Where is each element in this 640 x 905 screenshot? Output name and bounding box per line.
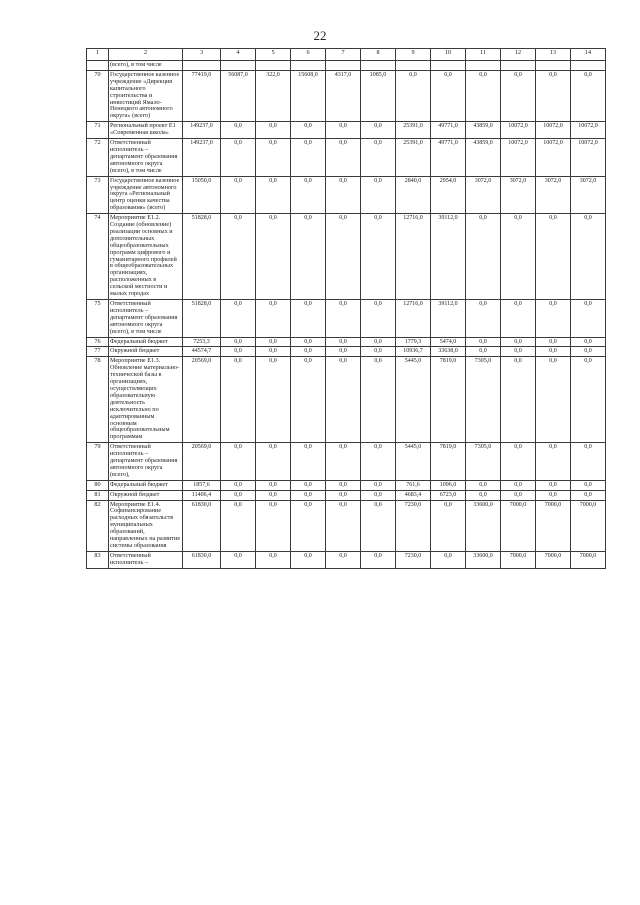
value-cell: 0,0	[501, 357, 536, 443]
value-cell: 0,0	[221, 480, 256, 490]
value-cell: 0,0	[221, 551, 256, 568]
value-cell: 149237,0	[183, 122, 221, 139]
value-cell: 0,0	[466, 300, 501, 338]
value-cell: 0,0	[221, 176, 256, 214]
column-header: 9	[396, 49, 431, 61]
table-row	[87, 337, 606, 347]
value-cell: 0,0	[536, 443, 571, 481]
value-cell: 0,0	[466, 214, 501, 300]
row-index-cell	[87, 61, 109, 71]
value-cell: 10072,0	[536, 139, 571, 177]
value-cell: 33638,0	[431, 347, 466, 357]
value-cell: 0,0	[291, 337, 326, 347]
value-cell: 761,6	[396, 480, 431, 490]
value-cell: 20569,0	[183, 443, 221, 481]
row-index-cell: 74	[87, 214, 109, 300]
column-header: 10	[431, 49, 466, 61]
row-index-cell: 72	[87, 139, 109, 177]
value-cell: 0,0	[256, 214, 291, 300]
value-cell: 0,0	[326, 176, 361, 214]
value-cell: 61830,0	[183, 551, 221, 568]
value-cell: 5474,0	[431, 337, 466, 347]
value-cell: 0,0	[361, 347, 396, 357]
row-name-cell: Федеральный бюджет	[109, 480, 183, 490]
value-cell: 1085,0	[361, 70, 396, 121]
value-cell: 7000,0	[536, 551, 571, 568]
value-cell: 0,0	[291, 214, 326, 300]
column-header: 6	[291, 49, 326, 61]
column-header: 13	[536, 49, 571, 61]
value-cell: 3072,0	[466, 176, 501, 214]
column-header: 11	[466, 49, 501, 61]
value-cell: 0,0	[501, 70, 536, 121]
value-cell: 7000,0	[536, 500, 571, 551]
value-cell: 0,0	[326, 122, 361, 139]
value-cell: 0,0	[571, 357, 606, 443]
value-cell: 5445,0	[396, 357, 431, 443]
row-name-cell: Федеральный бюджет	[109, 337, 183, 347]
value-cell: 0,0	[501, 480, 536, 490]
value-cell: 0,0	[571, 214, 606, 300]
value-cell: 0,0	[361, 122, 396, 139]
value-cell: 7819,0	[431, 443, 466, 481]
value-cell: 51828,0	[183, 300, 221, 338]
value-cell: 10072,0	[501, 122, 536, 139]
table-row	[87, 139, 606, 177]
value-cell: 0,0	[221, 500, 256, 551]
value-cell: 0,0	[536, 490, 571, 500]
value-cell: 15050,0	[183, 176, 221, 214]
value-cell: 6723,0	[431, 490, 466, 500]
column-header: 5	[256, 49, 291, 61]
value-cell: 0,0	[361, 490, 396, 500]
row-index-cell: 83	[87, 551, 109, 568]
value-cell: 3072,0	[571, 176, 606, 214]
value-cell: 0,0	[291, 347, 326, 357]
value-cell: 0,0	[361, 551, 396, 568]
value-cell: 0,0	[326, 337, 361, 347]
value-cell: 10072,0	[536, 122, 571, 139]
value-cell: 322,0	[256, 70, 291, 121]
value-cell: 0,0	[536, 214, 571, 300]
row-name-cell: Мероприятие Е1.4. Софинансирование расходных обязательств муниципальных образований, направленных на развитие системы образования	[109, 500, 183, 551]
value-cell: 25391,0	[396, 122, 431, 139]
table-row	[87, 500, 606, 551]
header-row	[87, 49, 606, 61]
row-name-cell: Государственное казенное учреждение автономного округа «Региональный центр оценки качества образования» (всего)	[109, 176, 183, 214]
value-cell: 0,0	[221, 214, 256, 300]
value-cell: 0,0	[536, 480, 571, 490]
value-cell: 0,0	[361, 214, 396, 300]
value-cell: 0,0	[501, 300, 536, 338]
value-cell: 0,0	[256, 337, 291, 347]
value-cell: 0,0	[291, 176, 326, 214]
value-cell: 3072,0	[536, 176, 571, 214]
value-cell: 0,0	[466, 347, 501, 357]
value-cell: 0,0	[361, 139, 396, 177]
value-cell: 0,0	[326, 357, 361, 443]
column-header: 12	[501, 49, 536, 61]
row-index-cell: 70	[87, 70, 109, 121]
value-cell: 0,0	[431, 70, 466, 121]
value-cell: 0,0	[501, 214, 536, 300]
row-index-cell: 77	[87, 347, 109, 357]
value-cell: 149237,0	[183, 139, 221, 177]
value-cell: 61830,0	[183, 500, 221, 551]
value-cell: 0,0	[466, 480, 501, 490]
value-cell: 0,0	[571, 480, 606, 490]
value-cell: 3072,0	[501, 176, 536, 214]
value-cell: 0,0	[291, 551, 326, 568]
value-cell: 0,0	[291, 480, 326, 490]
budget-table-container	[86, 48, 606, 569]
value-cell: 0,0	[326, 500, 361, 551]
value-cell: 10072,0	[571, 139, 606, 177]
value-cell: 0,0	[536, 300, 571, 338]
value-cell: 0,0	[571, 337, 606, 347]
value-cell: 2954,0	[431, 176, 466, 214]
table-row	[87, 122, 606, 139]
row-index-cell: 82	[87, 500, 109, 551]
column-header: 2	[109, 49, 183, 61]
value-cell: 0,0	[291, 139, 326, 177]
value-cell: 0,0	[466, 70, 501, 121]
row-name-cell: Региональный проект Е1 «Современная школа»	[109, 122, 183, 139]
value-cell: 43859,0	[466, 139, 501, 177]
value-cell: 20569,0	[183, 357, 221, 443]
value-cell: 0,0	[501, 443, 536, 481]
value-cell: 0,0	[221, 139, 256, 177]
row-index-cell: 73	[87, 176, 109, 214]
value-cell: 0,0	[221, 443, 256, 481]
value-cell: 0,0	[571, 347, 606, 357]
value-cell: 0,0	[536, 347, 571, 357]
table-row	[87, 70, 606, 121]
value-cell: 77419,0	[183, 70, 221, 121]
value-cell: 0,0	[256, 357, 291, 443]
row-name-cell: Ответственный исполнитель –	[109, 551, 183, 568]
row-name-cell: Ответственный исполнитель – департамент образования автономного округа (всего), в том числе	[109, 139, 183, 177]
value-cell: 11406,4	[183, 490, 221, 500]
value-cell: 10072,0	[571, 122, 606, 139]
row-name-cell: Мероприятие Е1.2. Создание (обновление) реализации основных и дополнительных общеобразовательных программ цифрового и гуманитарного профилей в общеобразовательных организациях, расположенных в сельской местности и малых городах	[109, 214, 183, 300]
value-cell: 10072,0	[501, 139, 536, 177]
value-cell: 39112,0	[431, 300, 466, 338]
column-header: 3	[183, 49, 221, 61]
value-cell: 0,0	[396, 70, 431, 121]
value-cell: 12716,0	[396, 214, 431, 300]
value-cell: 0,0	[256, 490, 291, 500]
row-name-cell: Ответственный исполнитель – департамент образования автономного округа (всего),	[109, 443, 183, 481]
row-index-cell: 79	[87, 443, 109, 481]
value-cell: 4317,0	[326, 70, 361, 121]
table-row	[87, 214, 606, 300]
value-cell: 0,0	[221, 357, 256, 443]
value-cell: 0,0	[326, 347, 361, 357]
table-row	[87, 480, 606, 490]
row-index-cell: 71	[87, 122, 109, 139]
value-cell: 5445,0	[396, 443, 431, 481]
value-cell: 0,0	[361, 443, 396, 481]
continuation-row	[87, 61, 606, 71]
row-name-cell: Окружной бюджет	[109, 347, 183, 357]
column-header: 14	[571, 49, 606, 61]
value-cell: 0,0	[256, 347, 291, 357]
value-cell: 0,0	[221, 337, 256, 347]
value-cell: 1096,0	[431, 480, 466, 490]
value-cell: 0,0	[466, 337, 501, 347]
value-cell: 0,0	[326, 490, 361, 500]
value-cell: 0,0	[536, 70, 571, 121]
value-cell: 0,0	[361, 357, 396, 443]
value-cell: 0,0	[361, 480, 396, 490]
value-cell: 0,0	[431, 500, 466, 551]
value-cell: 0,0	[221, 490, 256, 500]
value-cell: 7230,0	[396, 551, 431, 568]
value-cell: 43859,0	[466, 122, 501, 139]
value-cell: 0,0	[571, 300, 606, 338]
value-cell: 0,0	[256, 500, 291, 551]
value-cell: 0,0	[256, 122, 291, 139]
table-row	[87, 176, 606, 214]
value-cell: 0,0	[291, 122, 326, 139]
value-cell: 0,0	[466, 490, 501, 500]
value-cell: 0,0	[571, 70, 606, 121]
value-cell: 0,0	[431, 551, 466, 568]
value-cell: 0,0	[326, 214, 361, 300]
value-cell: 0,0	[256, 176, 291, 214]
value-cell: 0,0	[291, 300, 326, 338]
value-cell: 0,0	[221, 122, 256, 139]
value-cell: 0,0	[571, 443, 606, 481]
value-cell: 0,0	[536, 337, 571, 347]
value-cell: 0,0	[221, 300, 256, 338]
value-cell: 33600,0	[466, 551, 501, 568]
table-row	[87, 443, 606, 481]
value-cell: 0,0	[256, 551, 291, 568]
value-cell: 0,0	[361, 500, 396, 551]
value-cell: 0,0	[256, 139, 291, 177]
value-cell: 0,0	[291, 500, 326, 551]
value-cell: 0,0	[326, 480, 361, 490]
column-header: 4	[221, 49, 256, 61]
value-cell: 0,0	[326, 551, 361, 568]
value-cell: 0,0	[571, 490, 606, 500]
value-cell: 25391,0	[396, 139, 431, 177]
table-row	[87, 490, 606, 500]
value-cell: 49771,0	[431, 139, 466, 177]
budget-table	[86, 48, 606, 569]
table-body	[87, 61, 606, 569]
value-cell: 2840,0	[396, 176, 431, 214]
value-cell: 0,0	[291, 357, 326, 443]
column-header: 1	[87, 49, 109, 61]
value-cell: 7305,0	[466, 443, 501, 481]
table-header	[87, 49, 606, 61]
value-cell: 0,0	[361, 337, 396, 347]
value-cell: 7000,0	[501, 551, 536, 568]
page-number: 22	[313, 28, 327, 43]
value-cell: 0,0	[256, 300, 291, 338]
value-cell: 33600,0	[466, 500, 501, 551]
row-name-cell: Ответственный исполнитель – департамент образования автономного округа (всего), в том числе	[109, 300, 183, 338]
value-cell: 1857,6	[183, 480, 221, 490]
value-cell: 0,0	[501, 337, 536, 347]
column-header: 7	[326, 49, 361, 61]
value-cell: 0,0	[361, 176, 396, 214]
value-cell: 0,0	[291, 490, 326, 500]
value-cell: 7000,0	[501, 500, 536, 551]
value-cell: 0,0	[291, 443, 326, 481]
row-index-cell: 81	[87, 490, 109, 500]
value-cell: 10936,7	[396, 347, 431, 357]
value-cell: 7305,0	[466, 357, 501, 443]
row-index-cell: 76	[87, 337, 109, 347]
value-cell: 0,0	[221, 347, 256, 357]
row-name-cell: Мероприятие Е1.3. Обновление материально-технической базы в организациях, осуществляющих образовательную деятельность исключительно по адаптированным основным общеобразовательным программам	[109, 357, 183, 443]
value-cell: 12716,0	[396, 300, 431, 338]
value-cell: 0,0	[501, 490, 536, 500]
value-cell: 0,0	[361, 300, 396, 338]
value-cell: 0,0	[326, 139, 361, 177]
table-row	[87, 357, 606, 443]
value-cell: 7230,0	[396, 500, 431, 551]
value-cell: 1779,3	[396, 337, 431, 347]
value-cell: 44574,7	[183, 347, 221, 357]
value-cell: 39112,0	[431, 214, 466, 300]
value-cell: 15608,0	[291, 70, 326, 121]
row-index-cell: 75	[87, 300, 109, 338]
table-row	[87, 551, 606, 568]
value-cell: 0,0	[256, 443, 291, 481]
table-row	[87, 300, 606, 338]
value-cell: 4683,4	[396, 490, 431, 500]
table-row	[87, 347, 606, 357]
value-cell: 0,0	[326, 443, 361, 481]
value-cell: 0,0	[536, 357, 571, 443]
row-name-cell: Окружной бюджет	[109, 490, 183, 500]
row-index-cell: 78	[87, 357, 109, 443]
value-cell: 0,0	[256, 480, 291, 490]
row-name-cell: Государственное казенное учреждение «Дирекция капитального строительства и инвестиций Ямало-Ненецкого автономного округа» (всего)	[109, 70, 183, 121]
row-index-cell: 80	[87, 480, 109, 490]
value-cell: 56087,0	[221, 70, 256, 121]
column-header: 8	[361, 49, 396, 61]
value-cell: 7253,3	[183, 337, 221, 347]
value-cell: 7000,0	[571, 500, 606, 551]
row-name-cell: (всего), в том числе	[109, 61, 183, 71]
value-cell: 51828,0	[183, 214, 221, 300]
value-cell: 0,0	[326, 300, 361, 338]
value-cell: 7000,0	[571, 551, 606, 568]
value-cell: 49771,0	[431, 122, 466, 139]
value-cell: 0,0	[501, 347, 536, 357]
value-cell: 7819,0	[431, 357, 466, 443]
